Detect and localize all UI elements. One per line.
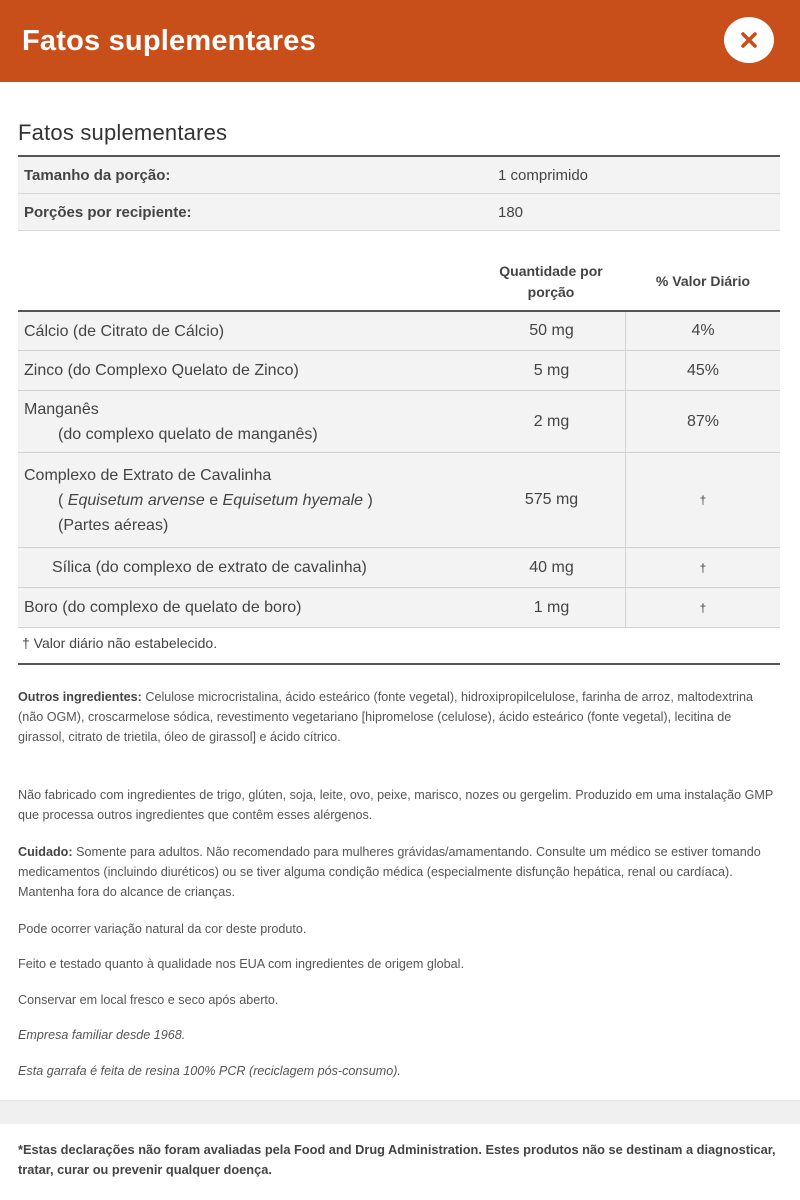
nutrient-row-boron: [18, 588, 780, 628]
serving-size-label: Tamanho da porção:: [24, 166, 171, 184]
nutrient-table: [18, 312, 780, 628]
other-ingredients-label: Outros ingredientes:: [18, 690, 142, 704]
species-conjunction: e: [204, 491, 223, 509]
nutrient-table-header: [18, 257, 780, 312]
nutrient-name-line1: Complexo de Extrato de Cavalinha: [24, 466, 272, 484]
servings-per-container-row: [18, 194, 780, 231]
serving-size-value: 1 comprimido: [498, 166, 589, 184]
daily-value-column-header: % Valor Diário: [655, 273, 751, 289]
close-icon: [739, 30, 759, 50]
family-business-text: Empresa familiar desde 1968.: [18, 1028, 186, 1042]
nutrient-name: Cálcio (de Citrato de Cálcio): [24, 322, 225, 340]
nutrient-name-line1: Manganês: [24, 400, 99, 418]
nutrient-name-line3: (Partes aéreas): [58, 516, 169, 534]
section-title: Fatos suplementares: [18, 120, 228, 145]
other-ingredients: [18, 687, 778, 747]
nutrient-daily-value: †: [699, 600, 707, 615]
nutrient-daily-value: †: [699, 493, 707, 507]
nutrient-name: Boro (do complexo de quelato de boro): [24, 599, 302, 616]
nutrient-name: Sílica (do complexo de extrato de cavalinha): [52, 559, 367, 576]
amount-header-line2: porção: [527, 284, 575, 300]
servings-per-container-value: 180: [498, 203, 524, 221]
nutrient-amount: 1 mg: [478, 588, 626, 627]
nutrient-row-zinc: [18, 351, 780, 391]
paren-close: ): [363, 491, 373, 509]
other-ingredients-text: Celulose microcristalina, ácido esteárico (fonte vegetal), hidroxipropilcelulose, farinha de arroz, maltodextrina (não OGM), croscarmelose sódica, revestimento vegetariano [hipromelose (celulose), ácido esteárico (fonte vegetal), lecitina de girassol, citrato de trietila, óleo de girassol] e ácido cítrico.: [18, 690, 753, 744]
species-arvense: Equisetum arvense: [67, 491, 205, 509]
paren-open: (: [58, 491, 68, 509]
nutrient-amount: 40 mg: [478, 548, 626, 587]
nutrient-species-line: [24, 488, 478, 513]
nutrient-daily-value: †: [699, 560, 707, 575]
allergen-note: Não fabricado com ingredientes de trigo, glúten, soja, leite, ovo, peixe, marisco, nozes ou gergelim. Produzido em uma instalação GMP que processa outros ingredientes que contêm esses alérgenos.: [18, 788, 774, 822]
caution: [18, 842, 778, 902]
nutrient-row-calcium: [18, 312, 780, 351]
amount-header-line1: Quantidade por: [499, 263, 603, 279]
bottle-note-text: Esta garrafa é feita de resina 100% PCR (reciclagem pós-consumo).: [18, 1064, 401, 1078]
nutrient-amount: 5 mg: [478, 351, 626, 390]
nutrient-row-horsetail: [18, 453, 780, 548]
close-button[interactable]: [724, 17, 774, 63]
storage-note: Conservar em local fresco e seco após aberto.: [18, 993, 279, 1007]
modal-title: Fatos suplementares: [22, 24, 316, 57]
caution-label: Cuidado:: [18, 845, 73, 859]
serving-size-row: [18, 157, 780, 194]
nutrient-name: [18, 391, 478, 452]
amount-column-header: [478, 261, 624, 303]
nutrient-daily-value: 45%: [686, 361, 720, 379]
nutrient-row-manganese: [18, 391, 780, 453]
caution-text: Somente para adultos. Não recomendado para mulheres grávidas/amamentando. Consulte um médico se estiver tomando medicamentos (incluindo diuréticos) ou se tiver alguma condição médica (especialmente disfunção hepática, renal ou cardíaca). Mantenha fora do alcance de crianças.: [18, 845, 761, 899]
nutrient-name: Zinco (do Complexo Quelato de Zinco): [24, 362, 299, 379]
servings-per-container-label: Porções por recipiente:: [24, 203, 192, 221]
color-variation-note: Pode ocorrer variação natural da cor deste produto.: [18, 922, 307, 936]
bottle-note: [18, 1061, 778, 1081]
family-business-note: [18, 1025, 778, 1045]
fda-disclaimer: *Estas declarações não foram avaliadas pela Food and Drug Administration. Estes produtos não se destinam a diagnosticar, tratar, curar ou prevenir qualquer doença.: [18, 1142, 776, 1177]
species-hyemale: Equisetum hyemale: [222, 491, 364, 509]
made-in-note: Feito e testado quanto à qualidade nos EUA com ingredientes de origem global.: [18, 957, 464, 971]
nutrient-amount: 50 mg: [478, 312, 626, 350]
daily-value-footnote: † Valor diário não estabelecido.: [18, 635, 780, 665]
nutrient-row-silica: [18, 548, 780, 588]
nutrient-name-line2: (do complexo quelato de manganês): [58, 425, 318, 443]
nutrient-daily-value: 87%: [686, 412, 720, 430]
nutrient-amount: 2 mg: [478, 391, 626, 452]
modal-header: [0, 0, 800, 82]
nutrient-daily-value: 4%: [691, 322, 715, 339]
section-divider: [0, 1100, 800, 1124]
nutrient-amount: 575 mg: [478, 453, 626, 547]
serving-info-table: [18, 155, 780, 231]
nutrient-name: [18, 453, 478, 547]
